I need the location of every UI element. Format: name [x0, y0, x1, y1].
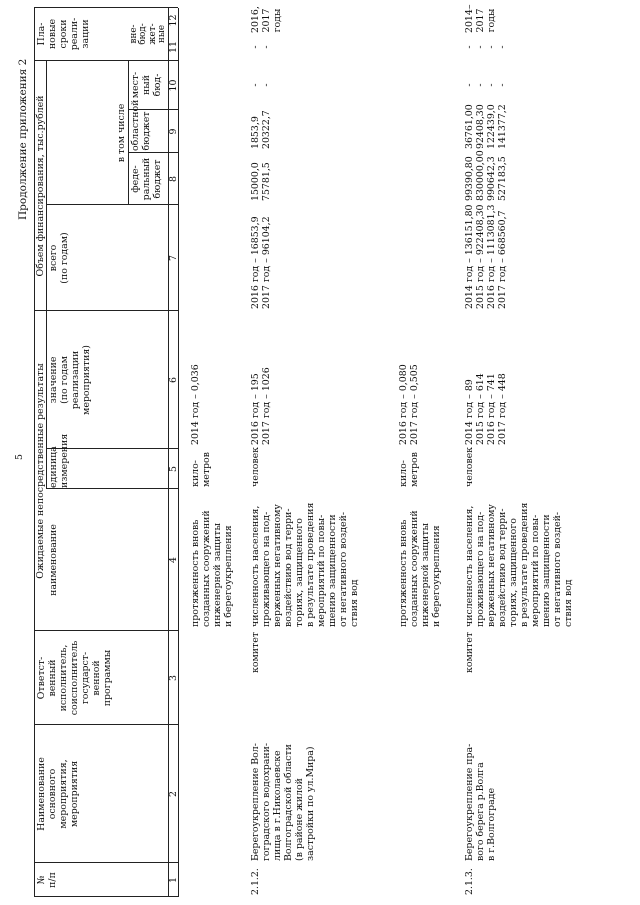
results-group-line: [46, 311, 47, 489]
row-212-result1-values: 2016 год – 195 2017 год – 1026: [250, 367, 272, 445]
colnum: 11: [168, 41, 179, 53]
row-212-terms: 2016, 2017 годы: [250, 6, 283, 33]
header-results-group: Ожидаемые непосредственные результаты: [35, 363, 46, 579]
row-212-number: 2.1.2.: [250, 868, 261, 895]
colnum: 10: [168, 79, 179, 92]
row-213-terms: 2014– 2017 годы: [464, 4, 497, 33]
header-finance-total: всего (по годам): [48, 232, 70, 284]
row-212-local: - -: [250, 83, 272, 87]
header-col-terms: Пла- новые сроки реали- зации: [36, 17, 91, 51]
header-finance-offbudget: вне- бюд- жет- ные: [129, 23, 168, 45]
header-col-no: № п/п: [36, 872, 58, 888]
row-212-regional: 1853,9 20322,7: [250, 110, 272, 149]
header-finance-federal: феде- ральный бюджет: [130, 157, 163, 201]
continuation-note: Продолжение приложения 2: [17, 58, 29, 220]
including-line: [128, 61, 129, 205]
row-212-result1-unit: человек: [250, 446, 261, 487]
row-213-result1-name: численность населения, проживающего на под- верженных негативному воздействию вод терри- ториях, защищенного в результате проведения мероприятий по повы- шению защищенности от негативного воздей- ствия вод: [464, 502, 574, 627]
row-212-result2-name: протяженность вновь созданных сооружений инженерной защиты и берегоукрепления: [398, 510, 442, 627]
vline: [34, 724, 178, 725]
colnum: 7: [168, 255, 179, 261]
row-213-result1-values: 2014 год – 89 2015 год – 614 2016 год – 741 2017 год – 448: [464, 373, 508, 445]
header-finance-including: в том числе: [116, 103, 127, 163]
row-213-result1-unit: человек: [464, 446, 475, 487]
header-finance-group: Объем финансирования, тыс.рублей: [35, 95, 46, 277]
row-212-result2-unit: кило- метров: [398, 452, 420, 487]
row-213-name: Берегоукрепление пра- вого берега р.Волга в г.Волгограде: [464, 743, 497, 861]
colnum: 12: [168, 14, 179, 27]
colnum: 6: [168, 377, 179, 383]
vline: [34, 310, 178, 311]
colnum: 9: [168, 128, 179, 135]
row-212-total: 2016 год – 16853,9 2017 год – 96104,2: [250, 216, 272, 309]
colnum: 3: [168, 675, 179, 681]
header-col-responsible: Ответст- венный исполнитель, соисполнитель государст- венной программы: [36, 640, 113, 716]
header-finance-regional: областной бюджет: [130, 99, 152, 151]
vline: [46, 204, 178, 205]
row-212-result2-values: 2016 год – 0,080 2017 год – 0,505: [398, 364, 420, 445]
vline: [34, 7, 178, 8]
row-212-name: Берегоукрепление Вол- гоградского водохрани- лища в г.Николаевске Волгоградской области (в районе жилой застройки по ул.Мира): [250, 742, 316, 861]
header-result-value: значение (по годам реализации мероприятия): [48, 345, 92, 415]
row-213-federal: 99390,80 830000,00 990642,3 527183,5: [464, 150, 508, 201]
row-212-responsible: комитет: [250, 632, 261, 673]
row-213-responsible: комитет: [464, 632, 475, 673]
header-result-name: наименование: [48, 524, 59, 596]
header-finance-local: мест- ный бюд-: [130, 71, 163, 99]
vline: [34, 896, 178, 897]
cont-result-value: 2014 год – 0,036: [190, 364, 201, 445]
cont-result-unit: кило- метров: [190, 452, 212, 487]
row-212-federal: 15000,0 75781,5: [250, 162, 272, 201]
colnum: 1: [168, 877, 179, 883]
vline: [46, 488, 178, 489]
colnum: 8: [168, 176, 179, 182]
header-result-unit: единица измерения: [48, 433, 70, 488]
row-212-offbudget: - -: [250, 45, 272, 49]
row-213-total: 2014 год – 136151,80 2015 год – 922408,30 2016 год – 1113081,3 2017 год – 668560,7: [464, 204, 508, 309]
row-213-offbudget: - - - -: [464, 45, 508, 49]
page-number: 5: [14, 454, 25, 460]
finance-group-line: [46, 61, 47, 311]
colnum: 2: [168, 791, 179, 797]
cont-result-name: протяженность вновь созданных сооружений инженерной защиты и берегоукрепления: [190, 510, 234, 627]
colnum: 5: [168, 466, 179, 472]
row-213-number: 2.1.3.: [464, 868, 475, 895]
vline: [34, 862, 178, 863]
row-212-result1-name: численность населения, проживающего на под- верженных негативному воздействию вод терри- ториях, защищенного в результате проведения мероприятий по повы- шению защищенности от негативного воздей- ствия вод: [250, 502, 360, 627]
vline: [34, 60, 178, 61]
header-col-name: Наименование основного мероприятия, мероприятия: [36, 757, 80, 831]
row-213-local: - - - -: [464, 83, 508, 87]
colnum: 4: [168, 557, 179, 563]
row-213-regional: 36761,00 92408,30 122439,0 141377,2: [464, 104, 508, 149]
vline: [34, 630, 178, 631]
